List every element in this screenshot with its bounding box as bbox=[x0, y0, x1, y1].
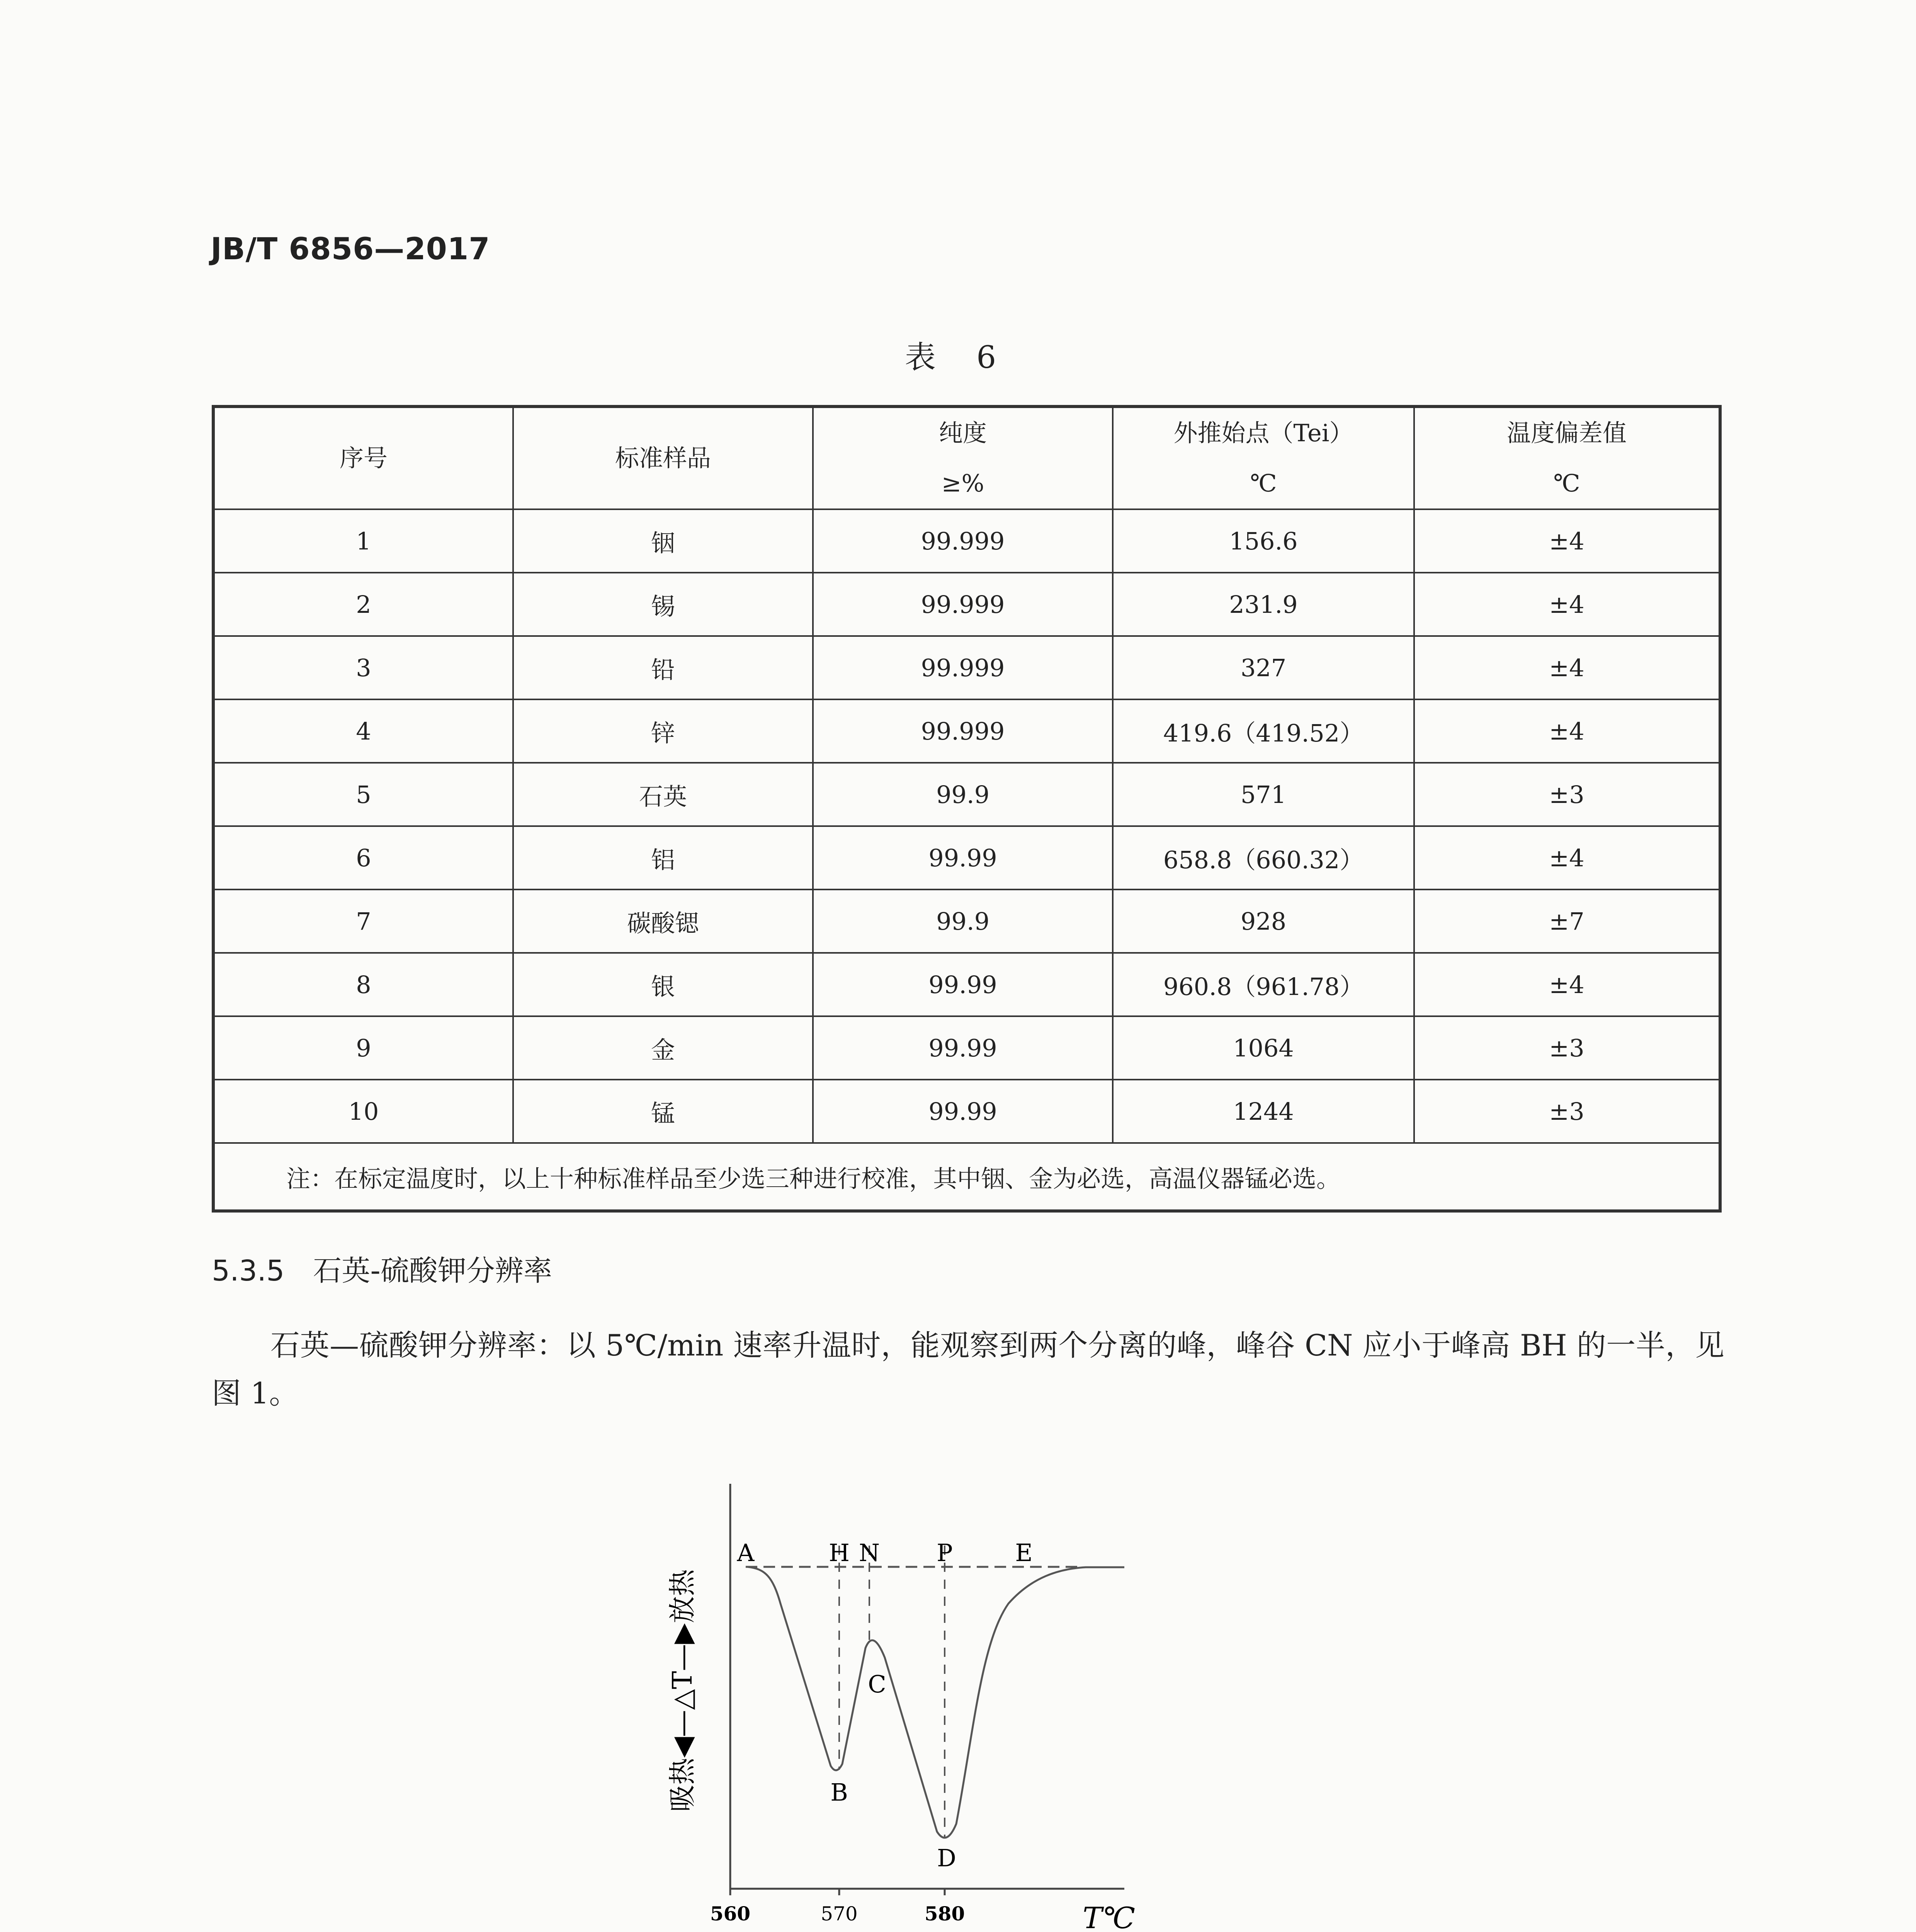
table-cell: 99.999 bbox=[813, 699, 1113, 763]
table-cell: ±4 bbox=[1414, 953, 1720, 1016]
table-cell: 锡 bbox=[513, 573, 813, 636]
table6-header-cell: 温度偏差值 ℃ bbox=[1414, 406, 1720, 509]
table-cell: ±7 bbox=[1414, 889, 1720, 953]
table-cell: 金 bbox=[513, 1016, 813, 1080]
standard-code: JB/T 6856—2017 bbox=[211, 232, 490, 267]
table-cell: 99.999 bbox=[813, 509, 1113, 573]
table-cell: 960.8（961.78） bbox=[1113, 953, 1414, 1016]
table6-header-cell: 序号 bbox=[213, 406, 513, 509]
table6-header-row bbox=[213, 406, 1720, 509]
table-cell: 锌 bbox=[513, 699, 813, 763]
table-cell: 99.99 bbox=[813, 1016, 1113, 1080]
table-cell: 156.6 bbox=[1113, 509, 1414, 573]
point-label-b: B bbox=[830, 1778, 848, 1806]
point-label-e: E bbox=[1015, 1539, 1033, 1567]
table-cell: ±4 bbox=[1414, 699, 1720, 763]
table-cell: 1244 bbox=[1113, 1080, 1414, 1143]
table6-note-row bbox=[213, 1143, 1720, 1211]
table-cell: 99.99 bbox=[813, 953, 1113, 1016]
table-cell: 231.9 bbox=[1113, 573, 1414, 636]
table-cell: 99.99 bbox=[813, 826, 1113, 889]
figure1-diagram bbox=[638, 1476, 1294, 1932]
table6-header-cell: 外推始点（Tei） ℃ bbox=[1113, 406, 1414, 509]
x-tick-label: 570 bbox=[821, 1903, 858, 1925]
y-axis-label: 吸热◀—△T—▶放热 bbox=[666, 1569, 698, 1812]
table-cell: ±3 bbox=[1414, 763, 1720, 826]
table-cell: 碳酸锶 bbox=[513, 889, 813, 953]
section-heading-5-3-5: 5.3.5 石英-硫酸钾分辨率 bbox=[212, 1254, 552, 1287]
point-label-h: H bbox=[828, 1539, 850, 1567]
table-cell: ±4 bbox=[1414, 636, 1720, 699]
table-cell: 10 bbox=[213, 1080, 513, 1143]
table-row bbox=[213, 573, 1720, 636]
table-row bbox=[213, 699, 1720, 763]
table-cell: 6 bbox=[213, 826, 513, 889]
table-cell: 1 bbox=[213, 509, 513, 573]
table-cell: 99.9 bbox=[813, 763, 1113, 826]
table-cell: 99.99 bbox=[813, 1080, 1113, 1143]
table6 bbox=[212, 405, 1722, 1213]
table-cell: ±3 bbox=[1414, 1080, 1720, 1143]
table-cell: 928 bbox=[1113, 889, 1414, 953]
table-cell: ±4 bbox=[1414, 509, 1720, 573]
table-cell: 4 bbox=[213, 699, 513, 763]
x-axis-label: T℃ bbox=[1083, 1901, 1135, 1932]
table-cell: 2 bbox=[213, 573, 513, 636]
table-cell: 571 bbox=[1113, 763, 1414, 826]
table6-title: 表 6 bbox=[904, 339, 1012, 375]
table-cell: 9 bbox=[213, 1016, 513, 1080]
table-cell: 7 bbox=[213, 889, 513, 953]
table6-note: 注：在标定温度时，以上十种标准样品至少选三种进行校准，其中铟、金为必选，高温仪器锰必选。 bbox=[213, 1143, 1720, 1211]
table-cell: 99.999 bbox=[813, 573, 1113, 636]
table-row bbox=[213, 763, 1720, 826]
dta-curve bbox=[748, 1567, 1124, 1838]
table-cell: 8 bbox=[213, 953, 513, 1016]
point-label-d: D bbox=[937, 1844, 956, 1872]
table-cell: ±4 bbox=[1414, 573, 1720, 636]
table-cell: 3 bbox=[213, 636, 513, 699]
x-tick-label: 580 bbox=[924, 1902, 965, 1925]
table-cell: 5 bbox=[213, 763, 513, 826]
table-row bbox=[213, 953, 1720, 1016]
table-cell: 银 bbox=[513, 953, 813, 1016]
table-cell: 419.6（419.52） bbox=[1113, 699, 1414, 763]
point-label-a: A bbox=[737, 1539, 755, 1567]
table-cell: ±3 bbox=[1414, 1016, 1720, 1080]
table-row bbox=[213, 636, 1720, 699]
point-label-p: P bbox=[937, 1539, 953, 1567]
table-row bbox=[213, 1080, 1720, 1143]
table6-header-cell: 纯度 ≥% bbox=[813, 406, 1113, 509]
section-paragraph-5-3-5: 石英—硫酸钾分辨率：以 5℃/min 速率升温时，能观察到两个分离的峰，峰谷 CN 应小于峰高 BH 的一半，见图 1。 bbox=[212, 1328, 1724, 1410]
table-cell: ±4 bbox=[1414, 826, 1720, 889]
table-cell: 锰 bbox=[513, 1080, 813, 1143]
x-tick-label: 560 bbox=[710, 1902, 751, 1925]
table-cell: 铅 bbox=[513, 636, 813, 699]
table-cell: 铝 bbox=[513, 826, 813, 889]
table-cell: 327 bbox=[1113, 636, 1414, 699]
table-row bbox=[213, 889, 1720, 953]
table-cell: 99.999 bbox=[813, 636, 1113, 699]
table-cell: 1064 bbox=[1113, 1016, 1414, 1080]
table-cell: 铟 bbox=[513, 509, 813, 573]
table-row bbox=[213, 826, 1720, 889]
table6-header-cell: 标准样品 bbox=[513, 406, 813, 509]
table-cell: 石英 bbox=[513, 763, 813, 826]
table-cell: 658.8（660.32） bbox=[1113, 826, 1414, 889]
point-label-c: C bbox=[868, 1670, 886, 1698]
table-row bbox=[213, 1016, 1720, 1080]
table-row bbox=[213, 509, 1720, 573]
point-label-n: N bbox=[859, 1539, 880, 1567]
table-cell: 99.9 bbox=[813, 889, 1113, 953]
